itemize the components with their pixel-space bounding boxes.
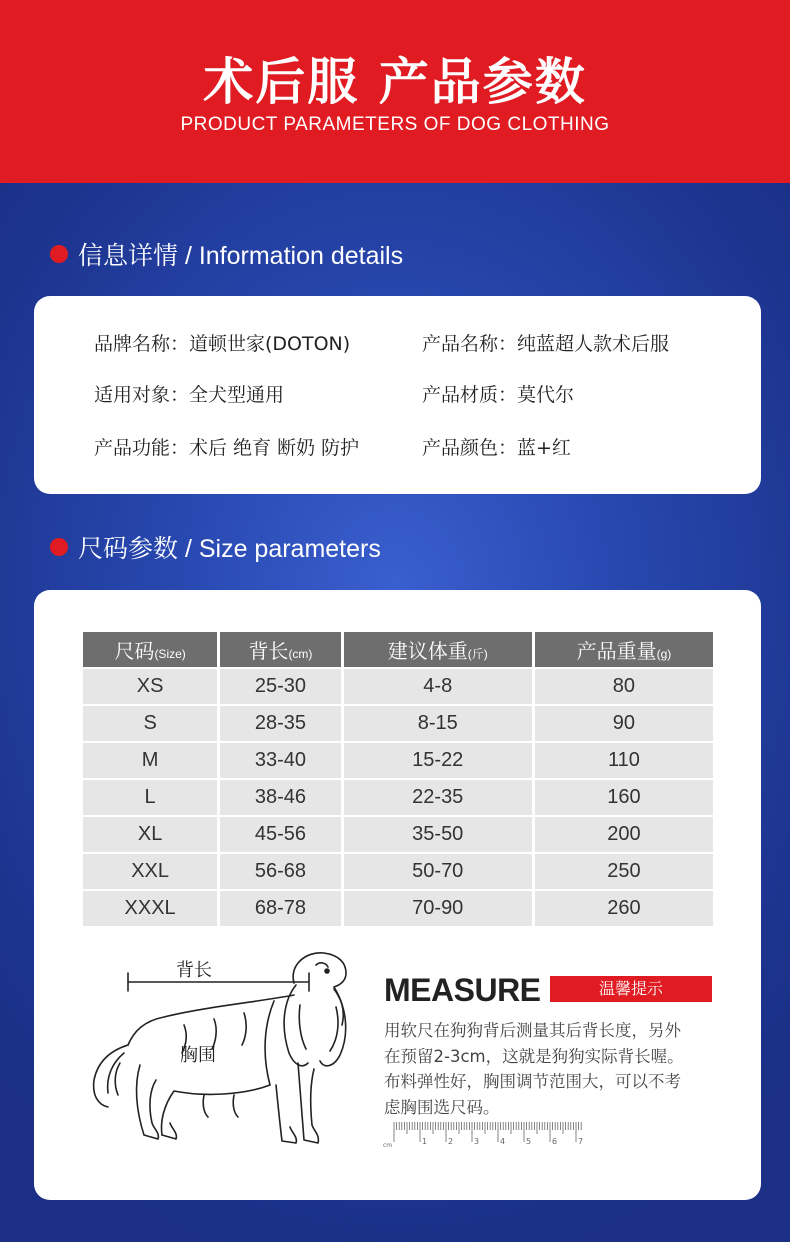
- measure-instructions: [384, 1018, 729, 1120]
- col-weight: 建议体重(斤): [344, 632, 532, 667]
- back-length-label: 背长: [176, 960, 212, 981]
- table-row: XXXL 68-78 70-90 260: [83, 891, 713, 926]
- page-subtitle: PRODUCT PARAMETERS OF DOG CLOTHING: [180, 114, 610, 135]
- info-color: 产品颜色：蓝+红: [422, 437, 571, 459]
- col-product-weight: 产品重量(g): [535, 632, 713, 667]
- ruler-number: 4: [500, 1137, 506, 1146]
- table-row: L 38-46 22-35 160: [83, 780, 713, 815]
- info-product-name: 产品名称：纯蓝超人款术后服: [422, 333, 670, 355]
- ruler-number: 2: [448, 1137, 454, 1146]
- bullet-dot-icon: [50, 538, 68, 556]
- col-back-length: 背长(cm): [220, 632, 340, 667]
- measure-line: 虑胸围选尺码。: [384, 1097, 500, 1117]
- ruler-unit: cm: [383, 1142, 393, 1149]
- info-heading-text: 信息详情 / Information details: [78, 242, 404, 270]
- measure-line: 布料弹性好，胸围调节范围大，可以不考: [384, 1072, 681, 1091]
- bullet-dot-icon: [50, 245, 68, 263]
- size-table-header: [83, 632, 713, 667]
- dog-illustration-icon: [84, 945, 354, 1165]
- size-card: [34, 590, 761, 1200]
- ruler-number: 1: [422, 1137, 428, 1146]
- page-header: [0, 0, 790, 183]
- size-heading-text: 尺码参数 / Size parameters: [78, 535, 381, 563]
- info-section-heading: [50, 236, 403, 272]
- size-table: [80, 630, 716, 928]
- chest-label: 胸围: [180, 1045, 216, 1066]
- table-row: M 33-40 15-22 110: [83, 743, 713, 778]
- info-function: 产品功能：术后 绝育 断奶 防护: [94, 437, 360, 459]
- table-row: XL 45-56 35-50 200: [83, 817, 713, 852]
- ruler-number: 3: [474, 1137, 480, 1146]
- page-title: 术后服 产品参数: [203, 53, 587, 111]
- info-brand: 品牌名称：道顿世家(DOTON): [94, 333, 351, 355]
- table-row: XXL 56-68 50-70 250: [83, 854, 713, 889]
- measure-line: 在预留2-3cm，这就是狗狗实际背长喔。: [384, 1046, 684, 1066]
- ruler-icon: [382, 1122, 588, 1150]
- info-target: 适用对象：全犬型通用: [94, 384, 285, 406]
- info-card: [34, 296, 761, 494]
- col-size: 尺码(Size): [83, 632, 217, 667]
- tip-badge: 温馨提示: [550, 976, 712, 1002]
- table-row: S 28-35 8-15 90: [83, 706, 713, 741]
- table-row: XS 25-30 4-8 80: [83, 669, 713, 704]
- ruler-number: 7: [578, 1137, 584, 1146]
- measure-line: 用软尺在狗狗背后测量其后背长度，另外: [384, 1021, 681, 1040]
- size-section-heading: [50, 529, 381, 565]
- info-material: 产品材质：莫代尔: [422, 384, 575, 406]
- measure-title: MEASURE: [384, 972, 541, 1008]
- ruler-number: 5: [526, 1137, 532, 1146]
- ruler-number: 6: [552, 1137, 558, 1146]
